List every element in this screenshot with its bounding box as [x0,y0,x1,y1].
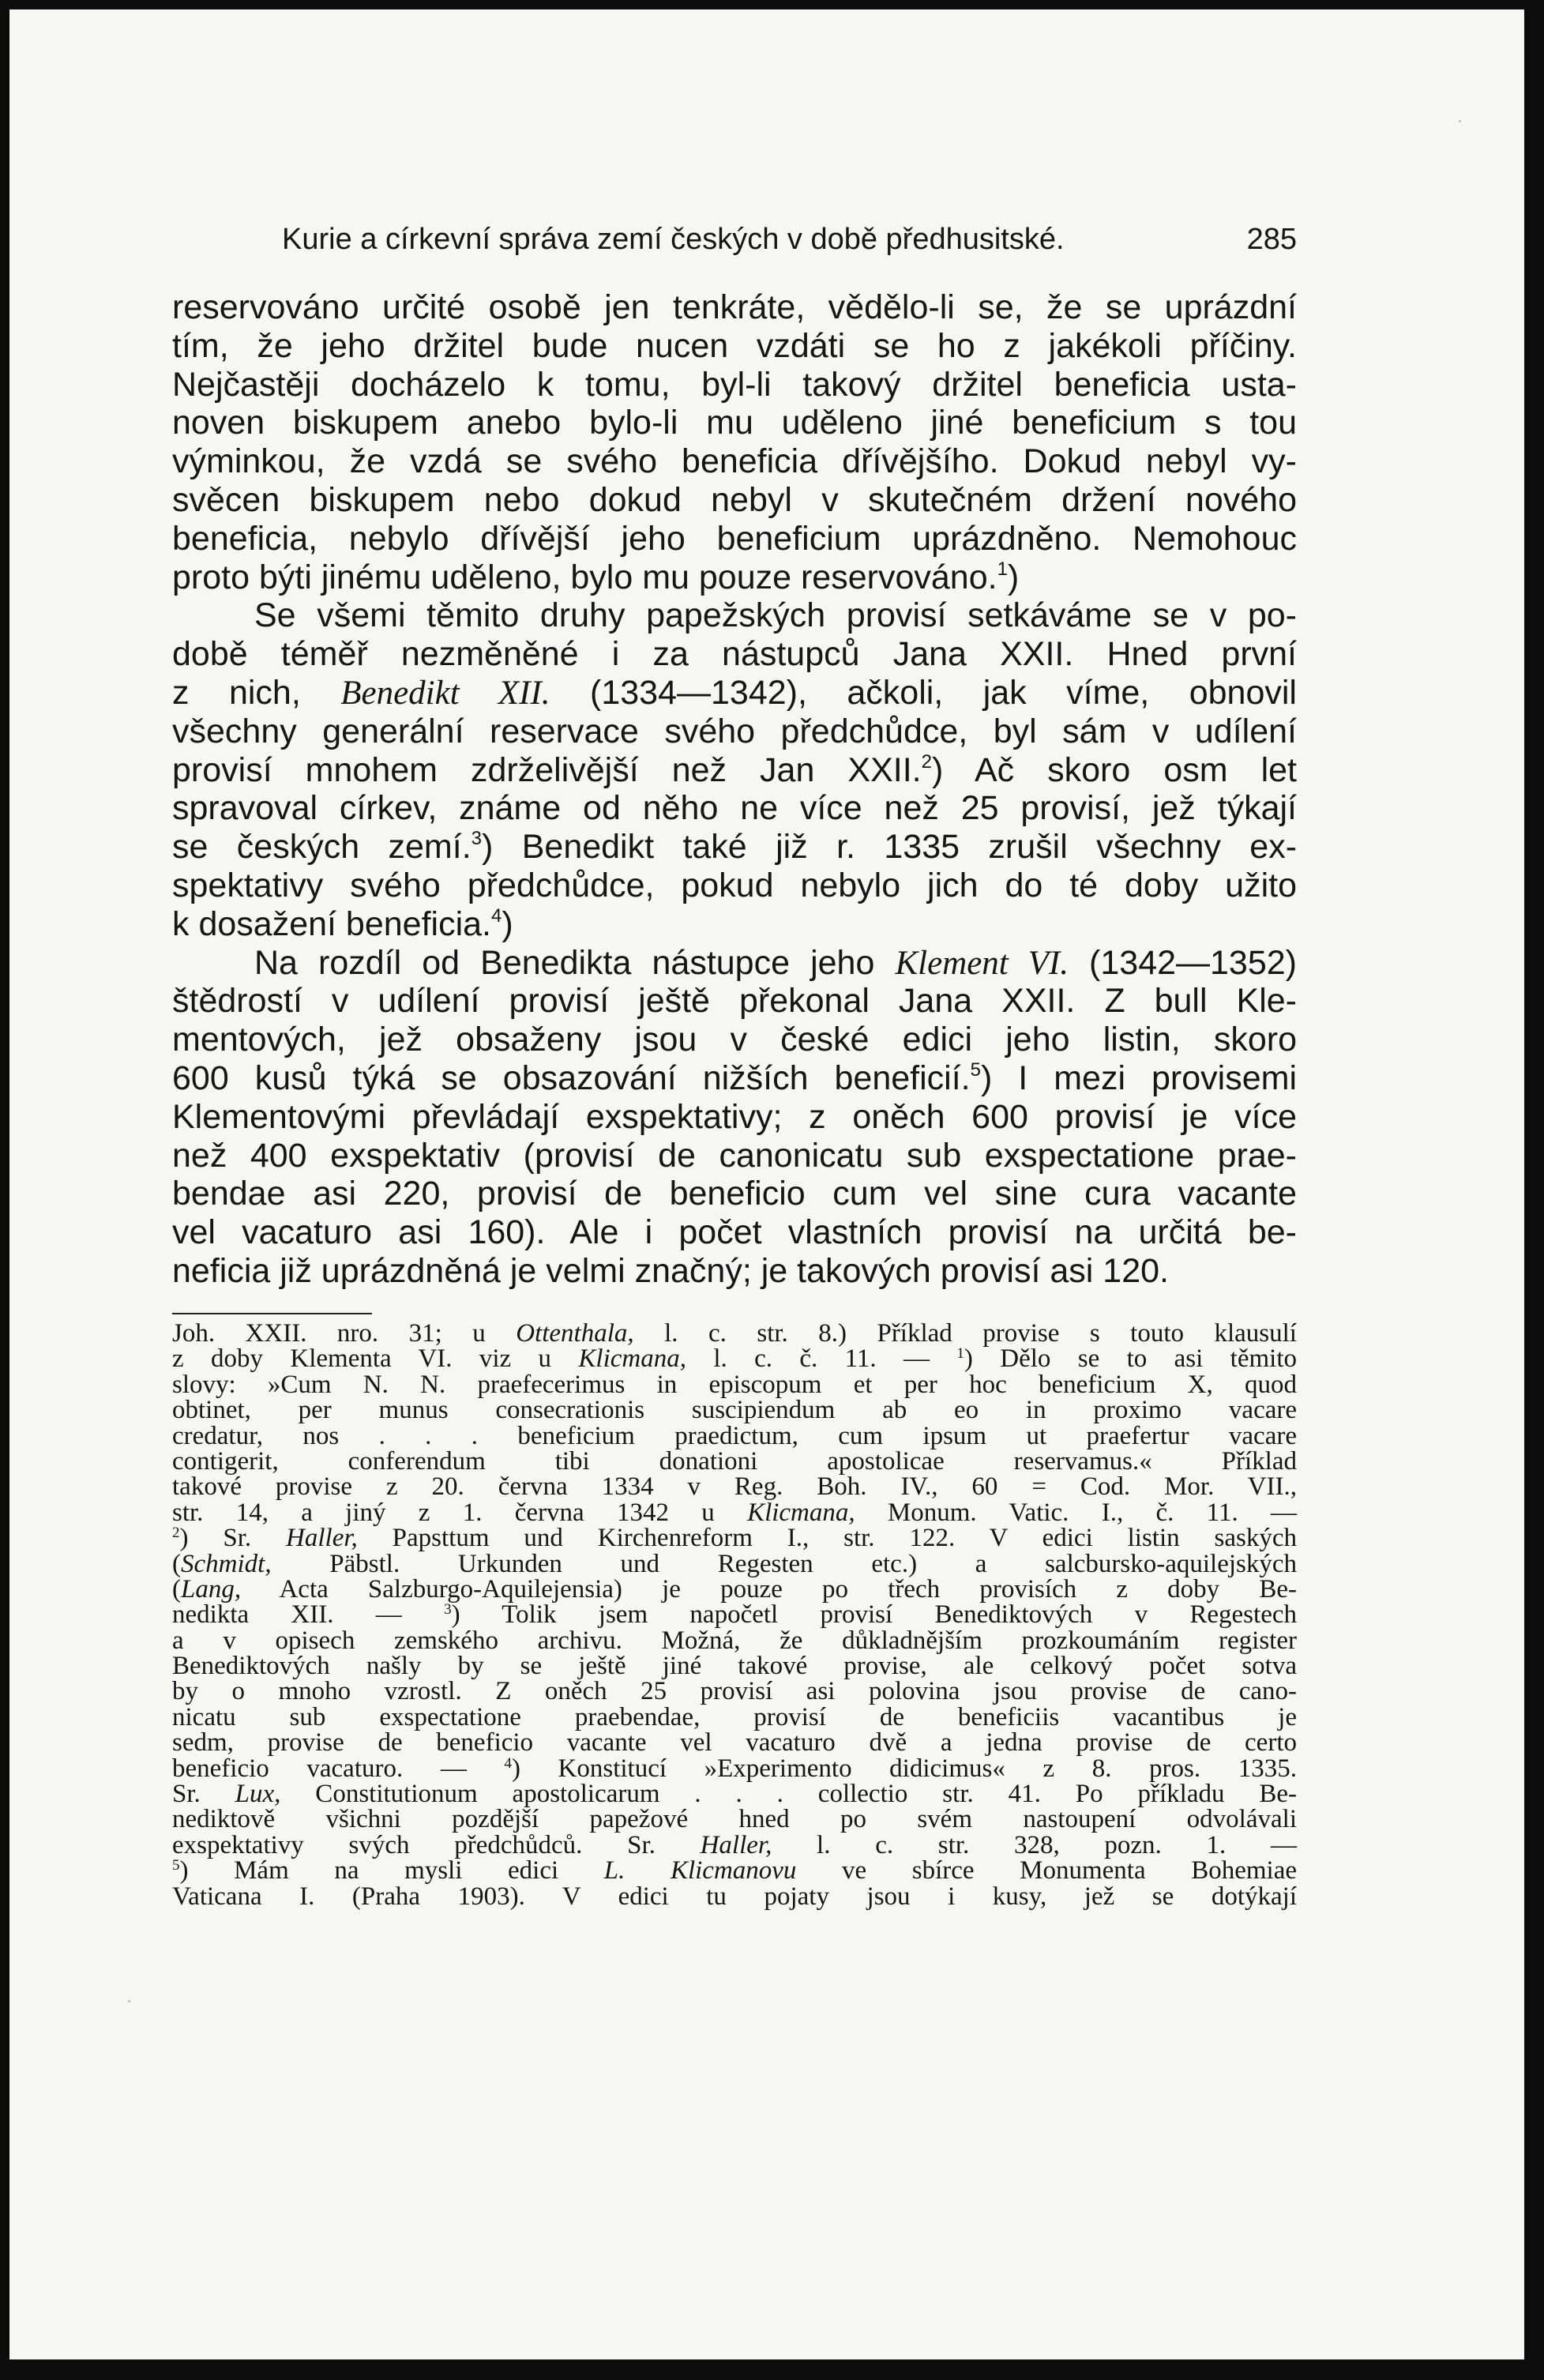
text-run: než 400 exspektativ (provisí de canonicatu sub exspectatione prae- [172,1136,1297,1175]
text-run: sedm, provise de beneficio vacante vel vacaturo dvě a jedna provise de certo [172,1728,1297,1758]
italic-text: Klicmana, [578,1344,686,1374]
text-run: contigerit, conferendum tibi donationi apostolicae reservamus.« Příklad [172,1446,1297,1476]
footnote-line [172,1628,1297,1653]
body-line [172,596,1297,635]
text-run: z nich, [172,673,341,712]
footnote-line [172,1344,1297,1374]
text-run: Klementovými převládají exspektativy; z oněch 600 provisí je více [172,1097,1297,1136]
text-run: ( [172,1549,181,1578]
scanned-page [9,9,1524,2359]
text-run: takové provise z 20. června 1334 v Reg. Boh. IV., 60 = Cod. Mor. VII., [172,1472,1297,1502]
footnote-marker: 5 [172,1857,180,1874]
body-line [172,944,1297,983]
text-run: exspektativy svých předchůdců. Sr. [172,1830,701,1859]
text-run: beneficia, nebylo dřívější jeho beneficium uprázdněno. Nemohouc [172,519,1297,558]
text-run: ) [502,904,513,943]
text-run: nicatu sub exspectatione praebendae, provisí de beneficiis vacantibus je [172,1702,1297,1731]
body-line [172,366,1297,404]
text-run: tím, že jeho držitel bude nucen vzdáti se ho z jakékoli příčiny. [172,326,1297,365]
text-run: mentových, jež obsaženy jsou v české edici jeho listin, skoro [172,1021,1297,1059]
footnote-separator [172,1313,372,1314]
text-run: reservováno určité osobě jen tenkráte, vědělo-li se, že se uprázdní [172,288,1297,326]
body-line [172,1213,1297,1252]
text-run: Se všemi těmito druhy papežských provisí setkáváme se v po- [254,596,1297,635]
text-run: Na rozdíl od Benedikta nástupce jeho [254,943,896,982]
text-run: l. c. str. 8.) Příklad provise s touto klausulí [633,1319,1297,1348]
text-run: ) Sr. [179,1524,287,1553]
text-run: Acta Salzburgo-Aquilejensia) je pouze po třech provisích z doby Be- [241,1574,1297,1604]
text-run: bendae asi 220, provisí de beneficio cum vel sine cura vacante [172,1175,1297,1213]
footnote-marker: 1 [997,558,1008,580]
text-run: provisí mnohem zdrželivější než Jan XXII. [172,750,922,789]
text-run: ) Konstitucí »Experimento didicimus« z 8. pros. 1335. [511,1754,1297,1783]
text-run: l. c. č. 11. — [686,1344,957,1374]
italic-text: Haller, [700,1830,772,1859]
footnote-line [172,1525,1297,1551]
footnote-line [172,1574,1297,1604]
footnote-line [172,1446,1297,1476]
footnote-line [172,1551,1297,1577]
italic-text: Haller, [286,1524,358,1553]
body-line [172,751,1297,790]
text-run: Sr. [172,1780,235,1809]
italic-text: Schmidt, [181,1549,272,1578]
text-run: noven biskupem anebo bylo-li mu uděleno jiné beneficium s tou [172,404,1297,442]
italic-text: Lux, [235,1780,281,1809]
text-run: str. 14, a jiný z 1. června 1342 u [172,1498,748,1527]
footnote-line [172,1600,1297,1630]
body-line [172,712,1297,751]
text-run: obtinet, per munus consecrationis suscipiendum ab eo in proximo vacare [172,1396,1297,1425]
footnote-marker: 3 [471,828,483,850]
footnote-marker: 5 [970,1058,981,1081]
text-run: k dosažení beneficia. [172,904,491,943]
footnote-marker: 1 [956,1345,964,1363]
body-line [172,442,1297,481]
text-run: by o mnoho vzrostl. Z oněch 25 provisí asi polovina jsou provise de cano- [172,1677,1297,1706]
text-run: credatur, nos . . . beneficium praedictum, cum ipsum ut praefertur vacare [172,1421,1297,1450]
text-run: štědrostí v udílení provisí ještě překonal Jana XXII. Z bull Kle- [172,982,1297,1021]
body-text [172,288,1297,1291]
italic-text: L. Klicmanovu [603,1856,797,1886]
text-run: Papsttum und Kirchenreform I., str. 122. V edici listin saských [357,1524,1297,1553]
body-line [172,520,1297,558]
body-line [172,905,1297,944]
text-run: ) I mezi provisemi [981,1058,1297,1097]
text-run: (1334—1342), ačkoli, jak víme, obnovil [550,673,1297,712]
footnote-line [172,1372,1297,1397]
footnote-line [172,1830,1297,1859]
footnote-line [172,1702,1297,1731]
text-run: se českých zemí. [172,828,471,867]
text-run: Joh. XXII. nro. 31; u [172,1319,517,1348]
text-run: ) Ač skoro osm let [931,750,1297,789]
body-line [172,1021,1297,1059]
text-run: všechny generální reservace svého předchůdce, byl sám v udílení [172,712,1297,750]
body-line [172,558,1297,597]
text-run: Constitutionum apostolicarum . . . collectio str. 41. Po příkladu Be- [280,1780,1298,1809]
body-line [172,404,1297,442]
text-run: ) Mám na mysli edici [179,1856,604,1886]
footnote-line [172,1856,1297,1886]
italic-text: Klicmana, [747,1498,855,1527]
text-run: nediktově všichni pozdější papežové hned po svém nastoupení odvolávali [172,1805,1297,1834]
footnote-line [172,1397,1297,1423]
body-line [172,674,1297,712]
text-run: (1342—1352) [1068,943,1297,982]
footnote-line [172,1728,1297,1758]
footnote-line [172,1500,1297,1525]
body-line [172,327,1297,366]
body-line [172,1098,1297,1137]
body-line [172,789,1297,828]
text-run: ve sbírce Monumenta Bohemiae [796,1856,1297,1886]
text-run: spektativy svého předchůdce, pokud nebylo jich do té doby užito [172,866,1297,904]
text-run: neficia již uprázdněná je velmi značný; je takových provisí asi 120. [172,1251,1169,1290]
footnotes [172,1321,1297,1909]
text-run: ) Benedikt také již r. 1335 zrušil všechny ex- [482,828,1298,867]
text-run: době téměř nezměněné i za nástupců Jana XXII. Hned první [172,635,1297,674]
text-run: z doby Klementa VI. viz u [172,1344,579,1374]
italic-text: Lang, [181,1574,242,1604]
footnote-marker: 4 [504,1754,512,1772]
text-run: ) Tolik jsem napočetl provisí Benediktových v Regestech [451,1600,1297,1630]
text-run: ( [172,1574,181,1604]
italic-text: Ottenthala, [516,1319,634,1348]
body-line [172,1059,1297,1098]
text-run: Monum. Vatic. I., č. 11. — [855,1498,1297,1527]
text-run: ) [1007,558,1020,596]
text-run: a v opisech zemského archivu. Možná, že důkladnějším prozkoumáním register [172,1626,1297,1655]
scan-speck [128,2000,130,2002]
footnote-marker: 2 [921,750,932,773]
body-line [172,867,1297,905]
text-run: vel vacaturo asi 160). Ale i počet vlastních provisí na určitá be- [172,1213,1297,1252]
text-run: spravoval církev, známe od něho ne více než 25 provisí, jež týkají [172,789,1297,828]
footnote-line [172,1321,1297,1346]
italic-text: Klement VI. [895,944,1069,982]
body-line [172,635,1297,674]
text-run: svěcen biskupem nebo dokud nebyl v skutečném držení nového [172,480,1297,519]
body-line [172,1175,1297,1213]
footnote-line [172,1756,1297,1781]
footnote-line [172,1807,1297,1832]
footnote-marker: 2 [172,1525,180,1542]
italic-text: Benedikt XII. [340,674,550,712]
text-run: výminkou, že vzdá se svého beneficia dřívějšího. Dokud nebyl vy- [172,442,1297,481]
footnote-line [172,1679,1297,1704]
text-run: beneficio vacaturo. — [172,1754,505,1783]
footnote-marker: 3 [444,1601,452,1619]
footnote-line [172,1884,1297,1909]
text-run: ) Dělo se to asi těmito [964,1344,1297,1374]
text-run: Päbstl. Urkunden und Regesten etc.) a salcbursko-aquilejských [271,1549,1297,1578]
body-line [172,481,1297,520]
text-run: proto býti jinému uděleno, bylo mu pouze reservováno. [172,558,997,596]
scan-speck [1459,120,1461,122]
body-line [172,828,1297,867]
text-run: Nejčastěji docházelo k tomu, byl-li takový držitel beneficia usta- [172,365,1297,404]
body-line [172,1137,1297,1175]
text-run: l. c. str. 328, pozn. 1. — [772,1830,1297,1859]
text-run: Benediktových našly by se ještě jiné takové provise, ale celkový počet sotva [172,1652,1297,1681]
footnote-line [172,1653,1297,1679]
page-number: 285 [1246,223,1297,256]
footnote-line [172,1423,1297,1449]
body-line [172,1252,1297,1291]
text-run: nedikta XII. — [172,1600,445,1630]
body-line [172,288,1297,327]
footnote-marker: 4 [491,904,502,927]
text-run: Vaticana I. (Praha 1903). V edici tu pojaty jsou i kusy, jež se dotýkají [172,1882,1297,1911]
text-run: 600 kusů týká se obsazování nižších beneficií. [172,1058,971,1097]
footnote-line [172,1472,1297,1502]
footnote-line [172,1781,1297,1807]
running-title: Kurie a církevní správa zemí českých v době předhusitské. [282,223,1065,256]
text-run: slovy: »Cum N. N. praefecerimus in episcopum et per hoc beneficium X, quod [172,1370,1297,1399]
body-line [172,982,1297,1021]
